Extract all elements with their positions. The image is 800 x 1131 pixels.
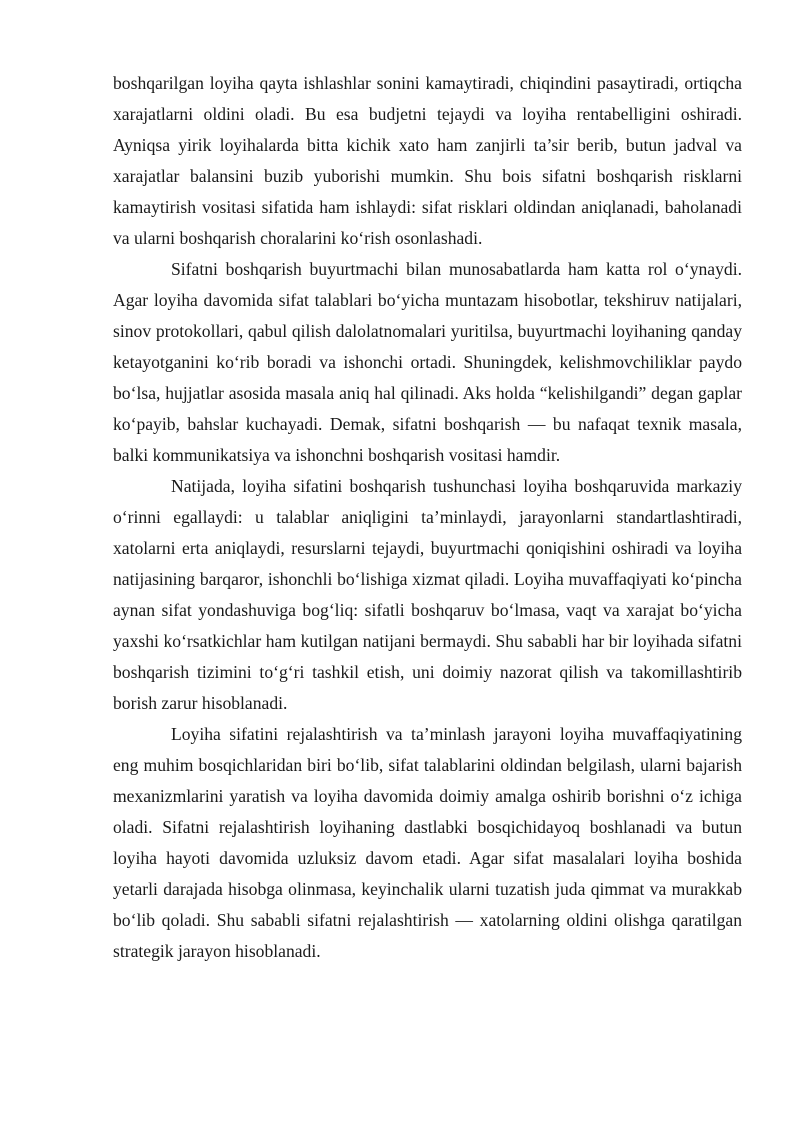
paragraph-conclusion: Natijada, loyiha sifatini boshqarish tushunchasi loyiha boshqaruvida markaziy o‘rinni egallaydi: u talablar aniqligini ta’minlaydi, jarayonlarni standartlashtiradi, xatolarni erta aniqlaydi, resurslarni tejaydi, buyurtmachi qoniqishini oshiradi va loyiha natijasining barqaror, ishonchli bo‘lishiga xizmat qiladi. Loyiha muvaffaqiyati ko‘pincha aynan sifat yondashuviga bog‘liq: sifatli boshqaruv bo‘lmasa, vaqt va xarajat bo‘yicha yaxshi ko‘rsatkichlar ham kutilgan natijani bermaydi. Shu sababli har bir loyihada sifatni boshqarish tizimini to‘g‘ri tashkil etish, uni doimiy nazorat qilish va takomillashtirib borish zarur hisoblanadi. bbox=[113, 476, 742, 713]
paragraph-quality-planning: Loyiha sifatini rejalashtirish va ta’minlash jarayoni loyiha muvaffaqiyatining eng muhim bosqichlaridan biri bo‘lib, sifat talablarini oldindan belgilash, ularni bajarish mexanizmlarini yaratish va loyiha davomida doimiy amalga oshirib borishni o‘z ichiga oladi. Sifatni rejalashtirish loyihaning dastlabki bosqichidayoq boshlanadi va butun loyiha hayoti davomida uzluksiz davom etadi. Agar sifat masalalari loyiha boshida yetarli darajada hisobga olinmasa, keyinchalik ularni tuzatish juda qimmat va murakkab bo‘lib qoladi. Shu sababli sifatni rejalashtirish — xatolarning oldini olishga qaratilgan strategik jarayon hisoblanadi. bbox=[113, 724, 742, 961]
paragraph-continuation: boshqarilgan loyiha qayta ishlashlar sonini kamaytiradi, chiqindini pasaytiradi, ortiqcha xarajatlarni oldini oladi. Bu esa budjetni tejaydi va loyiha rentabelligini oshiradi. Ayniqsa yirik loyihalarda bitta kichik xato ham zanjirli ta’sir berib, butun jadval va xarajatlar balansini buzib yuborishi mumkin. Shu bois sifatni boshqarish risklarni kamaytirish vositasi sifatida ham ishlaydi: sifat risklari oldindan aniqlanadi, baholanadi va ularni boshqarish choralarini ko‘rish osonlashadi. bbox=[113, 73, 742, 248]
document-page bbox=[113, 68, 742, 967]
paragraph-client-relations: Sifatni boshqarish buyurtmachi bilan munosabatlarda ham katta rol o‘ynaydi. Agar loyiha davomida sifat talablari bo‘yicha muntazam hisobotlar, tekshiruv natijalari, sinov protokollari, qabul qilish dalolatnomalari yuritilsa, buyurtmachi loyihaning qanday ketayotganini ko‘rib boradi va ishonchi ortadi. Shuningdek, kelishmovchiliklar paydo bo‘lsa, hujjatlar asosida masala aniq hal qilinadi. Aks holda “kelishilgandi” degan gaplar ko‘payib, bahslar kuchayadi. Demak, sifatni boshqarish — bu nafaqat texnik masala, balki kommunikatsiya va ishonchni boshqarish vositasi hamdir. bbox=[113, 259, 742, 465]
